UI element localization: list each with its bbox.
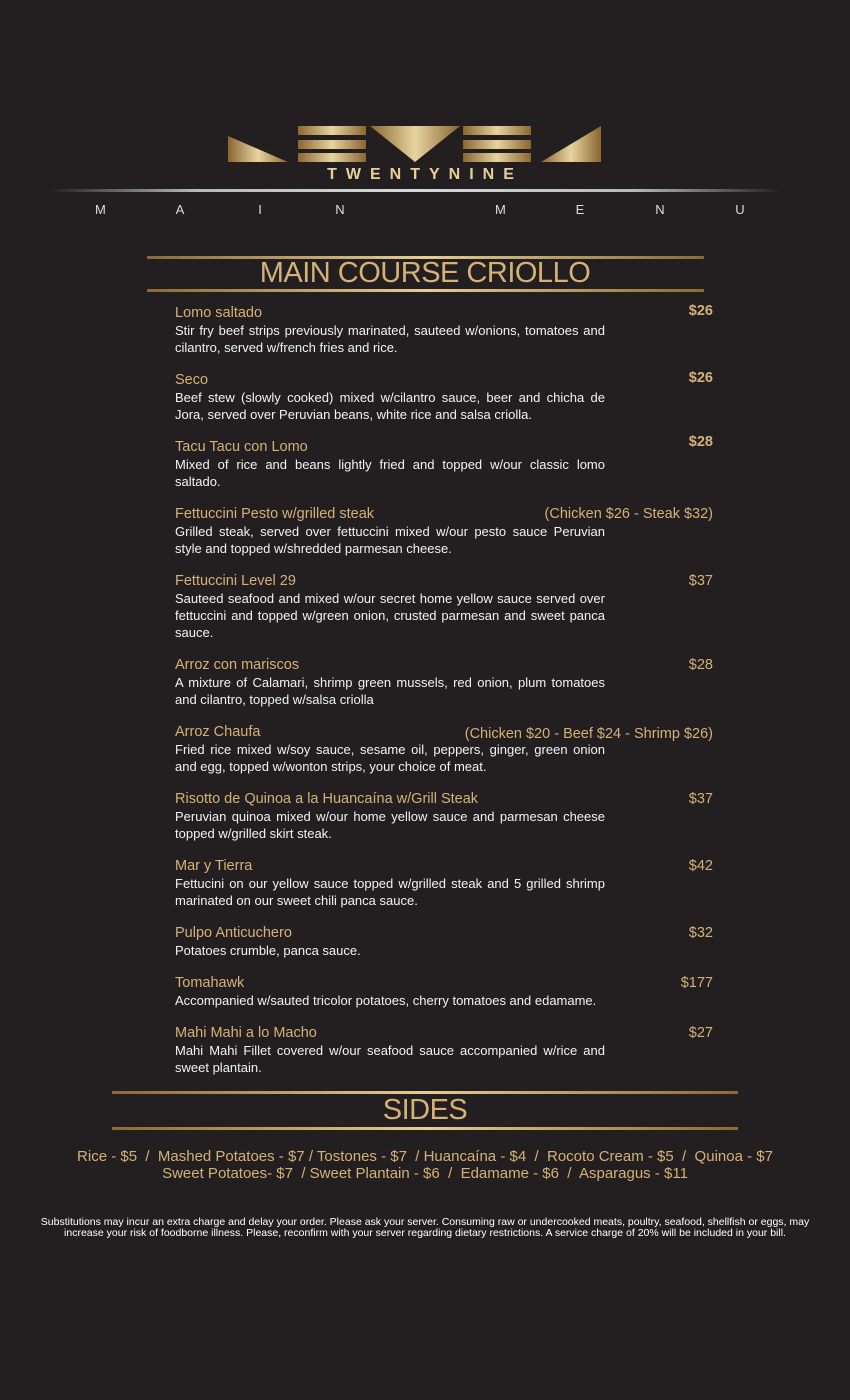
sides-list — [0, 1148, 850, 1182]
subtitle-letter — [415, 202, 425, 217]
item-name: Risotto de Quinoa a la Huancaína w/Grill Steak — [175, 791, 479, 807]
item-name: Fettuccini Level 29 — [175, 573, 296, 589]
item-price: $26 — [688, 303, 713, 319]
menu-item — [175, 305, 715, 356]
item-description: Potatoes crumble, panca sauce. — [175, 943, 361, 958]
menu-item — [175, 372, 715, 423]
sides-line-2: Sweet Potatoes- $7 / Sweet Plantain - $6 / Edamame - $6 / Asparagus - $11 — [162, 1165, 688, 1182]
item-price: (Chicken $26 - Steak $32) — [544, 506, 713, 522]
item-price: $28 — [688, 434, 713, 450]
item-name: Arroz Chaufa — [175, 724, 261, 740]
item-price: $37 — [688, 573, 713, 589]
menu-items — [175, 305, 715, 1092]
menu-item — [175, 925, 715, 959]
item-price: $27 — [688, 1025, 713, 1041]
item-price: $28 — [688, 657, 713, 673]
subtitle-letter: N — [655, 202, 665, 217]
main-course-title: MAIN COURSE CRIOLLO — [259, 257, 591, 289]
item-description: Mahi Mahi Fillet covered w/our seafood sauce accompanied w/rice and sweet plantain. — [175, 1043, 605, 1075]
item-description: Fried rice mixed w/soy sauce, sesame oil, peppers, ginger, green onion and egg, topped w/wonton strips, your choice of meat. — [175, 742, 605, 774]
item-price: $37 — [688, 791, 713, 807]
sides-line-1: Rice - $5 / Mashed Potatoes - $7 / Tostones - $7 / Huancaína - $4 / Rocoto Cream - $5 / Quinoa - $7 — [77, 1148, 773, 1165]
menu-item — [175, 791, 715, 842]
sides-title: SIDES — [382, 1094, 468, 1126]
item-name: Lomo saltado — [175, 305, 263, 321]
subtitle-letter: M — [95, 202, 106, 217]
item-description: Sauteed seafood and mixed w/our secret home yellow sauce served over fettuccini and topped w/green onion, crusted parmesan and sweet panca sauce. — [175, 591, 605, 640]
header-divider — [50, 189, 780, 192]
subtitle-letter: N — [335, 202, 345, 217]
disclaimer: Substitutions may incur an extra charge and delay your order. Please ask your server. Consuming raw or undercooked meats, poultry, seafood, shellfish or eggs, may increase your risk of foodborne illness. Please, reconfirm with your server regarding dietary restrictions. A service charge of 20% will be included in your bill. — [40, 1216, 810, 1239]
item-price: (Chicken $20 - Beef $24 - Shrimp $26) — [464, 726, 713, 742]
menu-item — [175, 434, 715, 490]
item-description: Grilled steak, served over fettuccini mixed w/our pesto sauce Peruvian style and topped w/shredded parmesan cheese. — [175, 524, 605, 556]
item-price: $32 — [688, 925, 713, 941]
twentynine-logo — [228, 126, 601, 166]
brand-name: TWENTYNINE — [327, 166, 523, 183]
menu-subtitle — [95, 202, 745, 217]
subtitle-letter: E — [575, 202, 585, 217]
item-name: Seco — [175, 372, 209, 388]
menu-item — [175, 573, 715, 641]
item-description: A mixture of Calamari, shrimp green mussels, red onion, plum tomatoes and cilantro, topped w/salsa criolla — [175, 675, 605, 707]
item-name: Fettuccini Pesto w/grilled steak — [175, 506, 375, 522]
item-name: Arroz con mariscos — [175, 657, 300, 673]
main-course-bottom-rule — [147, 289, 704, 292]
menu-item — [175, 724, 715, 775]
menu-item — [175, 1025, 715, 1076]
item-name: Tacu Tacu con Lomo — [175, 439, 308, 455]
subtitle-letter: M — [495, 202, 506, 217]
item-description: Beef stew (slowly cooked) mixed w/cilantro sauce, beer and chicha de Jora, served over Peruvian beans, white rice and salsa criolla. — [175, 390, 605, 422]
item-price: $26 — [688, 370, 713, 386]
item-name: Tomahawk — [175, 975, 245, 991]
subtitle-letter: A — [175, 202, 185, 217]
item-description: Peruvian quinoa mixed w/our home yellow sauce and parmesan cheese topped w/grilled skirt steak. — [175, 809, 605, 841]
item-name: Mar y Tierra — [175, 858, 253, 874]
menu-item — [175, 975, 715, 1009]
item-price: $177 — [680, 975, 713, 991]
item-description: Fettucini on our yellow sauce topped w/grilled steak and 5 grilled shrimp marinated on our sweet chili panca sauce. — [175, 876, 605, 908]
menu-item — [175, 506, 715, 557]
menu-item — [175, 858, 715, 909]
item-price: $42 — [688, 858, 713, 874]
sides-bottom-rule — [112, 1127, 738, 1130]
item-description: Accompanied w/sauted tricolor potatoes, cherry tomatoes and edamame. — [175, 993, 597, 1008]
subtitle-letter: I — [258, 202, 262, 217]
item-name: Pulpo Anticuchero — [175, 925, 292, 941]
subtitle-letter: U — [735, 202, 745, 217]
menu-item — [175, 657, 715, 708]
item-description: Stir fry beef strips previously marinated, sauteed w/onions, tomatoes and cilantro, served w/french fries and rice. — [175, 323, 605, 355]
item-description: Mixed of rice and beans lightly fried and topped w/our classic lomo saltado. — [175, 457, 605, 489]
item-name: Mahi Mahi a lo Macho — [175, 1025, 317, 1041]
